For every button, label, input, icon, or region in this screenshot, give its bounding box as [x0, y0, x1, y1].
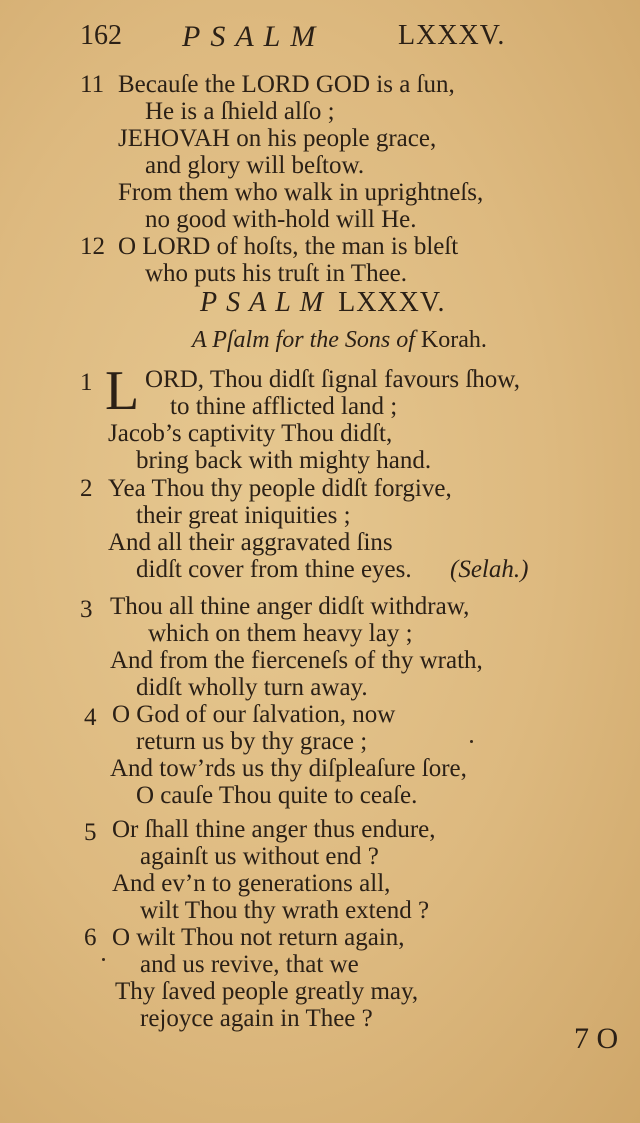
verse-line: Thy ſaved people greatly may, [115, 978, 419, 1005]
verse-line: He is a ſhield alſo ; [145, 98, 335, 125]
verse-line: From them who walk in uprightneſs, [118, 179, 484, 206]
psalm-subtitle-italic: A Pſalm for the Sons of [192, 327, 415, 353]
header-psalm-number: LXXXV. [398, 20, 506, 51]
verse-line: O LORD of hoſts, the man is bleſt [118, 233, 459, 260]
verse-line: didſt wholly turn away. [136, 674, 368, 701]
verse-line: Becauſe the LORD GOD is a ſun, [118, 71, 455, 98]
verse-line: And all their aggravated ſins [108, 529, 393, 556]
verse-line: no good with-hold will He. [145, 206, 417, 233]
verse-number: 12 [80, 233, 105, 260]
verse-line: return us by thy grace ; [136, 728, 368, 755]
verse-line: Jacob’s captivity Thou didſt, [108, 420, 393, 447]
verse-number: 1 [80, 369, 93, 396]
verse-line: who puts his truſt in Thee. [145, 260, 408, 287]
psalm-title-label: PSALM [200, 287, 333, 318]
verse-line: O cauſe Thou quite to ceaſe. [136, 782, 418, 809]
verse-number: 4 [84, 704, 97, 731]
verse-line: Yea Thou thy people didſt forgive, [108, 475, 452, 502]
verse-line: againſt us without end ? [140, 843, 379, 870]
verse-line: Or ſhall thine anger thus endure, [112, 816, 436, 843]
ink-speck [102, 958, 105, 961]
verse-line: And from the fierceneſs of thy wrath, [110, 647, 483, 674]
verse-line: rejoyce again in Thee ? [140, 1005, 373, 1032]
verse-line: bring back with mighty hand. [136, 447, 432, 474]
psalm-title-number: LXXXV. [338, 287, 446, 318]
verse-number: 3 [80, 596, 93, 623]
page-number: 162 [80, 20, 122, 51]
verse-line: Thou all thine anger didſt withdraw, [110, 593, 470, 620]
verse-number: 11 [80, 71, 105, 98]
verse-line: O wilt Thou not return again, [112, 924, 405, 951]
running-header [80, 20, 530, 60]
verse-line: didſt cover from thine eyes. [136, 556, 412, 583]
verse-line: which on them heavy lay ; [148, 620, 413, 647]
psalm-title [200, 287, 446, 319]
verse-line: And ev’n to generations all, [112, 870, 391, 897]
catchword: 7 O [574, 1022, 619, 1055]
header-psalm-label: PSALM [182, 20, 326, 53]
psalm-subtitle [192, 327, 487, 354]
verse-line: ORD, Thou didſt ſignal favours ſhow, [145, 366, 520, 393]
verse-number: 5 [84, 819, 97, 846]
drop-cap: L [105, 360, 140, 422]
verse-line: to thine afflicted land ; [170, 393, 398, 420]
verse-number: 6 [84, 924, 97, 951]
psalm-subtitle-name: Korah. [420, 327, 487, 353]
ink-speck [470, 740, 473, 743]
verse-line: and glory will beſtow. [145, 152, 365, 179]
verse-line: wilt Thou thy wrath extend ? [140, 897, 430, 924]
verse-line: and us revive, that we [140, 951, 359, 978]
verse-number: 2 [80, 475, 93, 502]
selah-note: (Selah.) [450, 556, 529, 583]
verse-line: their great iniquities ; [136, 502, 351, 529]
verse-line: JEHOVAH on his people grace, [118, 125, 437, 152]
verse-line: O God of our ſalvation, now [112, 701, 396, 728]
verse-line: And tow’rds us thy diſpleaſure ſore, [110, 755, 467, 782]
